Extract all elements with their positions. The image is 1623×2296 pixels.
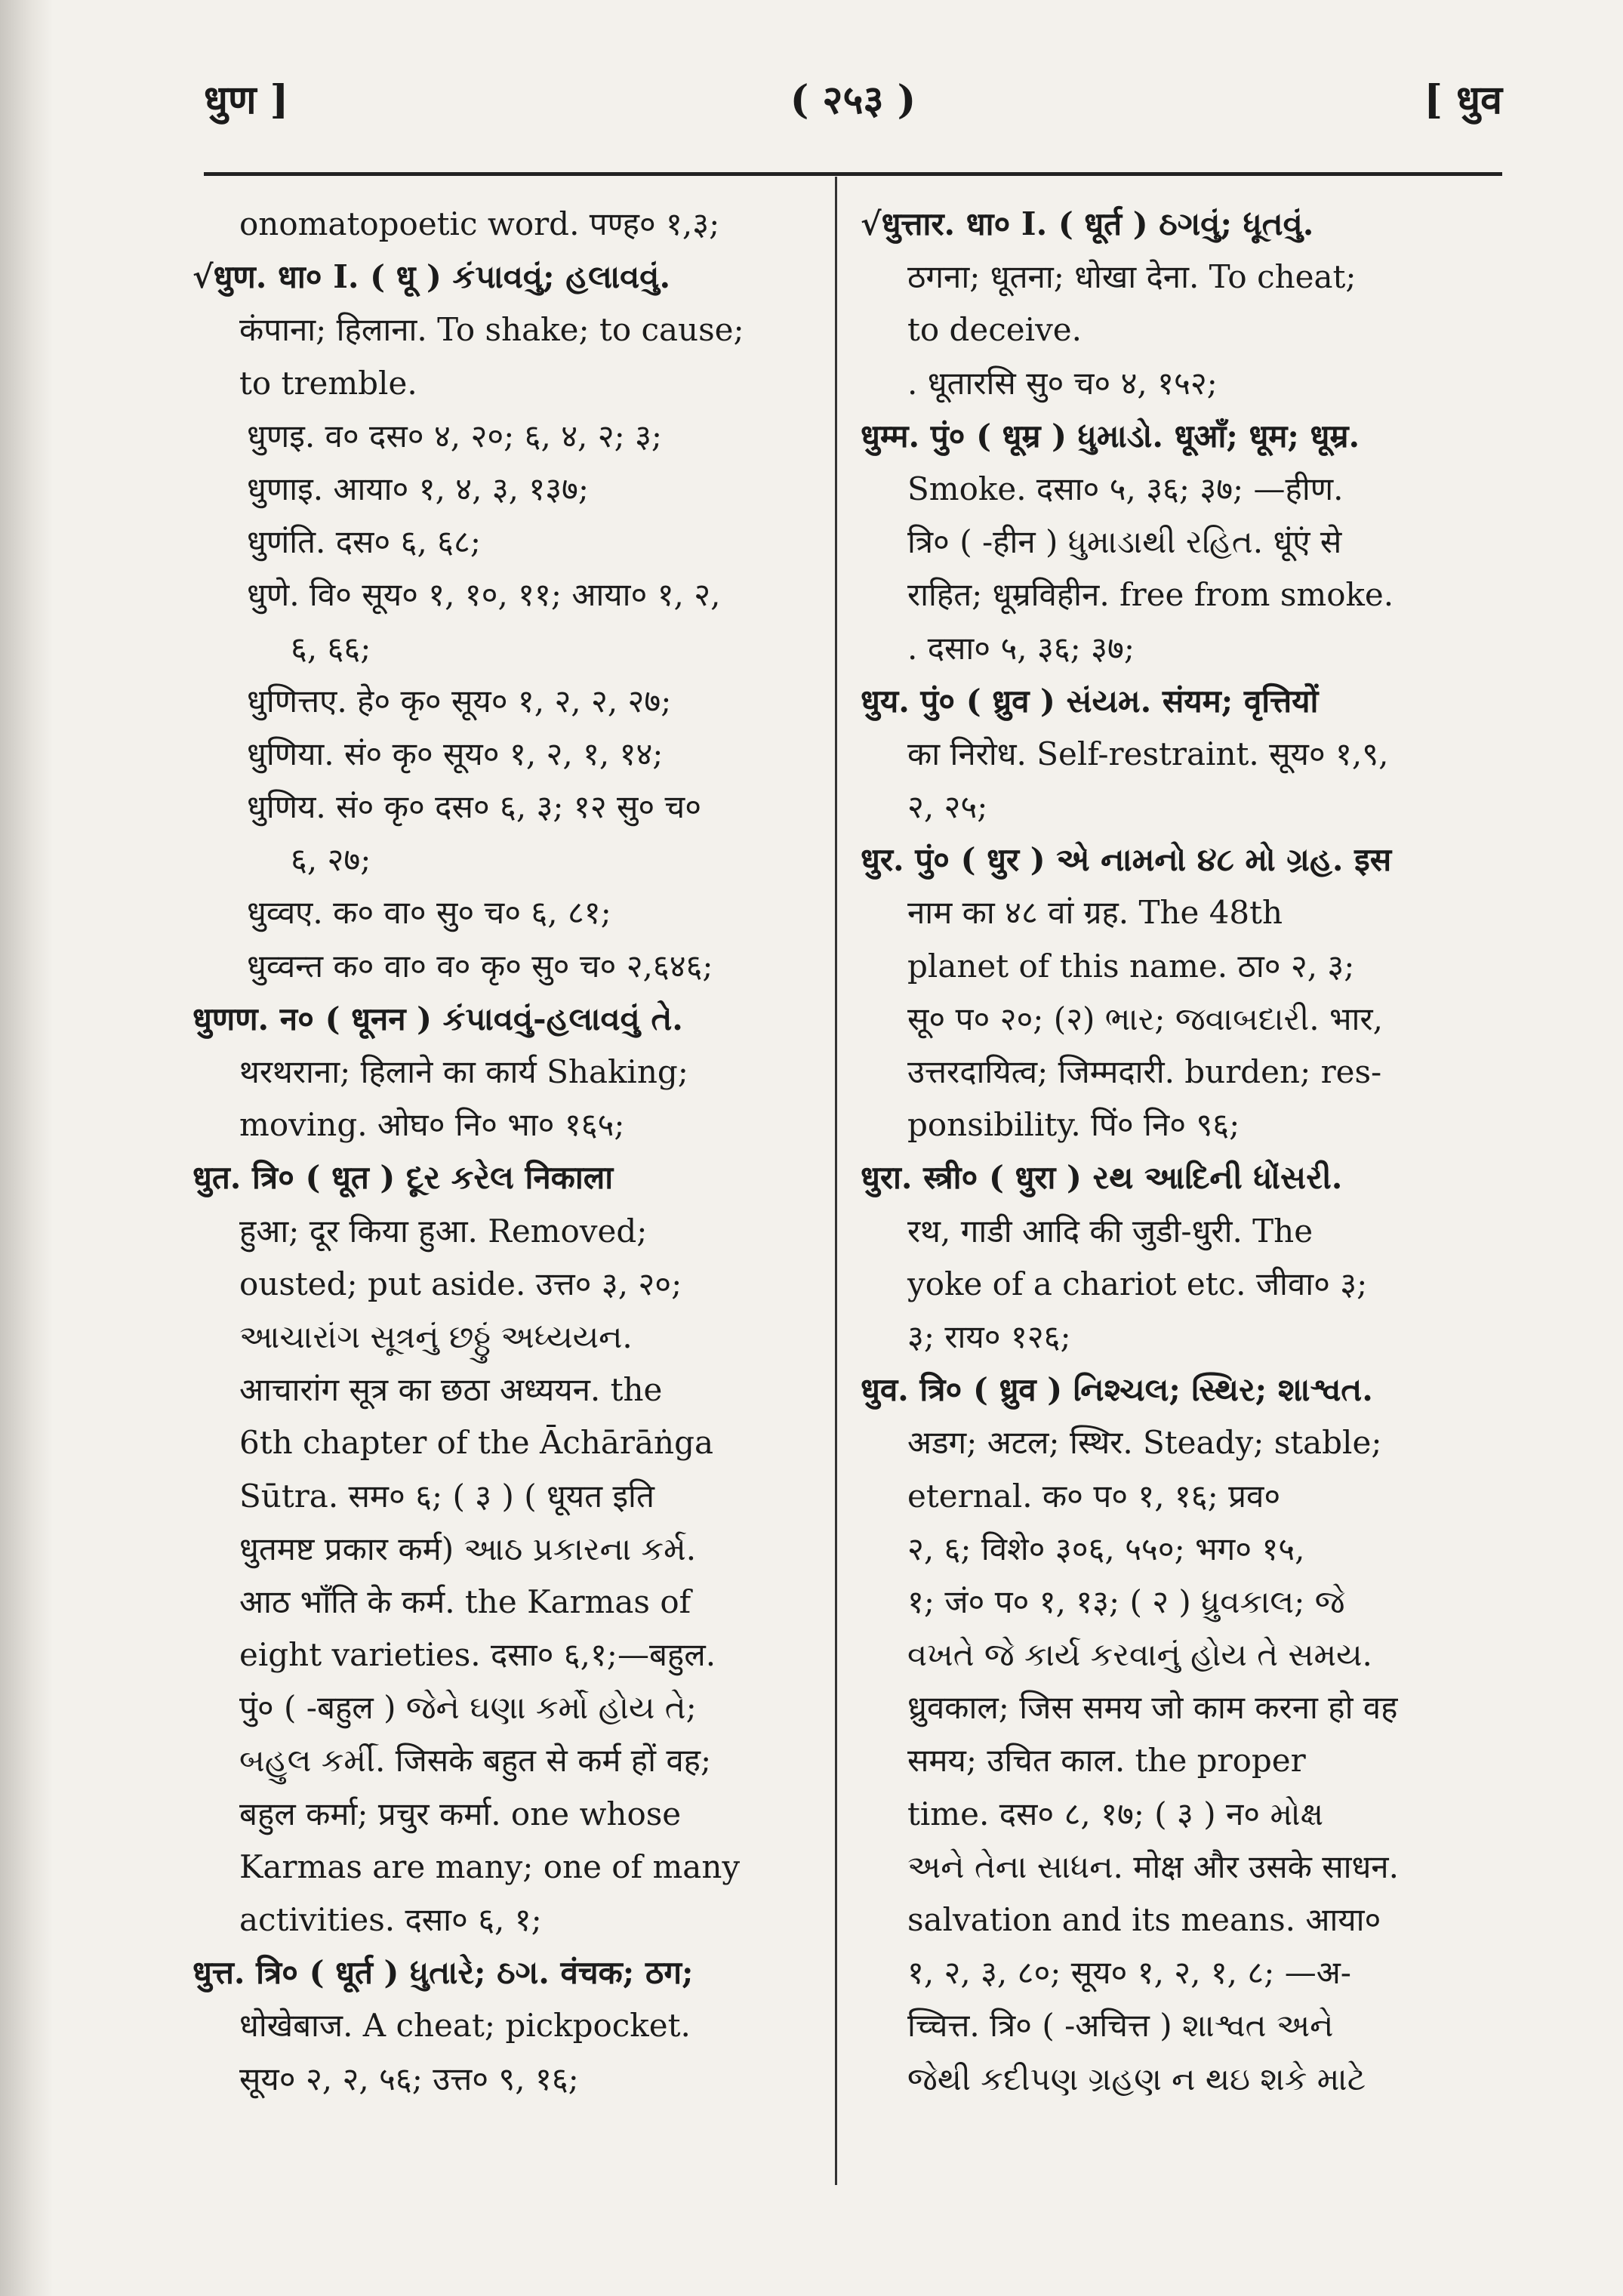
page-number: ( २५३ ) [790,77,916,123]
right-column-line: √धुत्तार. धा० I. ( धूर्त ) ઠગવું; ધૂતવું. [861,205,1314,242]
left-column-line: आठ भाँति के कर्म. the Karmas of [239,1583,691,1620]
left-column-line: 6th chapter of the Āchārāṅga [239,1424,714,1462]
right-column-line: १, २, ३, ८०; सूय० १, २, १, ८; —अ- [907,1954,1351,1992]
right-column-line: salvation and its means. आया० [907,1901,1381,1938]
right-column-line: . दसा० ५, ३६; ३७; [907,629,1135,667]
left-column-line: eight varieties. दसा० ६,१;—बहुल. [239,1636,716,1674]
left-column-line: √धुण. धा० I. ( धू ) કંપાવવું; હલાવવું. [192,258,671,296]
right-column-line: त्रि० ( -हीन ) ધુમાડાથી રહિત. धूंएं से [907,523,1342,561]
right-column-line: વખતે જે કાર્ય કરવાનું હોય તે સમય. [907,1636,1372,1674]
left-column-line: आचारांग सूत्र का छठा अध्ययन. the [239,1371,663,1409]
left-column-line: धुणंति. दस० ६, ६८; [247,523,481,561]
left-column-line: धुणे. वि० सूय० १, १०, ११; आया० १, २, [247,576,721,614]
right-column-line: उत्तरदायित्व; जिम्मदारी. burden; res- [907,1053,1382,1090]
right-column-line: १; जं० प० १, १३; ( २ ) ધ્રુવકાલ; જે [907,1583,1345,1620]
right-column-line: planet of this name. ठा० २, ३; [907,947,1355,985]
left-column-line: धुत्त. त्रि० ( धूर्त ) ધુતારે; ઠગ. वंचक; ठग; [192,1954,694,1992]
left-column-line: हुआ; दूर किया हुआ. Removed; [239,1212,648,1250]
left-column-line: धुणित्तए. हे० कृ० सूय० १, २, २, २७; [247,682,672,720]
page-header [204,72,1502,140]
left-column-line: ६, ६६; [291,629,371,667]
right-column-line: धुर. पुं० ( धुर ) એ નામનો ૪૮ મો ગ્રહ. इस [861,841,1392,879]
column-divider [835,177,837,2185]
right-column-line: જેથી કદીપણ ગ્રહણ ન થઇ શકે માટે [907,2060,1366,2097]
right-column-line: time. दस० ८, १७; ( ३ ) न० મોક્ષ [907,1795,1324,1832]
left-column-line: बहुल कर्मा; प्रचुर कर्मा. one whose [239,1795,682,1832]
header-rule [204,172,1502,176]
left-column-line: બહુલ કર્મી. जिसके बहुत से कर्म हों वह; [239,1742,712,1780]
left-column-line: Karmas are many; one of many [239,1848,741,1885]
right-column-line: धुय. पुं० ( ध्रुव ) સંયમ. संयम; वृत्तियों [861,682,1319,720]
header-left-guideword: धुण ] [204,77,289,123]
right-column-line: धुरा. स्त्री० ( धुरा ) રથ આદિની ધોંસરી. [861,1159,1343,1197]
right-column-line: राहित; धूम्रविहीन. free from smoke. [907,576,1394,614]
left-column-line: Sūtra. सम० ६; ( ३ ) ( धूयत इति [239,1477,654,1515]
left-column-line: activities. दसा० ६, १; [239,1901,542,1938]
left-column-line: कंपाना; हिलाना. To shake; to cause; [239,311,744,349]
right-column-line: અને તેના સાધન. मोक्ष और उसके साधन. [907,1848,1399,1885]
left-column-line: धुत. त्रि० ( धूत ) દૂર કરેલ निकाला [192,1159,614,1197]
left-column [192,198,800,2191]
left-column-line: ६, २७; [291,841,371,879]
left-column-line: onomatopoetic word. पण्ह० १,३; [239,205,720,242]
right-column-line: धुव. त्रि० ( ध्रुव ) નિશ્ચલ; સ્થિર; શાશ્વત. [861,1371,1373,1409]
left-column-line: આચારાંગ સૂત્રનું છઠ્ઠું અધ્યયન. [239,1318,633,1355]
right-column-line: ठगना; धूतना; धोखा देना. To cheat; [907,258,1357,296]
right-column-line: to deceive. [907,311,1082,349]
right-column-line: च्चित्त. त्रि० ( -अचित्त ) શાશ્વત અને [907,2007,1334,2045]
right-column-line: eternal. क० प० १, १६; प्रव० [907,1477,1281,1515]
left-column-line: धुणिया. सं० कृ० सूय० १, २, १, १४; [247,735,664,772]
right-column-line: . धूतारसि सु० च० ४, १५२; [907,364,1218,402]
left-column-line: moving. ओघ० नि० भा० १६५; [239,1106,625,1144]
left-column-line: धुव्वए. क० वा० सु० च० ६, ८१; [247,894,611,932]
right-column-line: २, २५; [907,788,988,826]
right-column-line: समय; उचित काल. the proper [907,1742,1306,1780]
left-column-line: थरथराना; हिलाने का कार्य Shaking; [239,1053,688,1090]
right-column-line: रथ, गाडी आदि की जुडी-धुरी. The [907,1212,1313,1250]
header-right-guideword: [ धुव [1424,77,1502,123]
left-column-line: धुणाइ. आया० १, ४, ३, १३७; [247,470,590,507]
left-column-line: धुणिय. सं० कृ० दस० ६, ३; १२ सु० च० [247,788,702,826]
left-column-line: धुणइ. व० दस० ४, २०; ६, ४, २; ३; [247,417,663,455]
right-column-line: yoke of a chariot etc. जीवा० ३; [907,1265,1368,1302]
left-column-line: ousted; put aside. उत्त० ३, २०; [239,1265,682,1302]
right-column-line: का निरोध. Self-restraint. सूय० १,९, [907,735,1389,772]
right-column-line: अडग; अटल; स्थिर. Steady; stable; [907,1424,1382,1462]
right-column [861,198,1468,2191]
left-column-line: धुतमष्ट प्रकार कर्म) આઠ પ્રકારના કર્મ. [239,1530,697,1567]
right-column-line: ponsibility. पिं० नि० ९६; [907,1106,1240,1144]
right-column-line: धुम्म. पुं० ( धूम्र ) ધુમાડો. धूआँ; धूम; धूम्र. [861,417,1360,455]
right-column-line: नाम का ४८ वां ग्रह. The 48th [907,894,1283,932]
left-column-line: धुव्वन्त क० वा० व० कृ० सु० च० २,६४६; [247,947,713,985]
right-column-line: सू० प० २०; (२) ભાર; જવાબદારી. भार, [907,1000,1383,1037]
left-column-line: पुं० ( -बहुल ) જેને ઘણા કર્મો હોય તે; [239,1689,697,1727]
right-column-line: ३; राय० १२६; [907,1318,1071,1355]
right-column-line: Smoke. दसा० ५, ३६; ३७; —हीण. [907,470,1344,507]
left-column-line: धुणण. न० ( धूनन ) કંપાવવું-હલાવવું તે. [192,1000,683,1037]
page-edge-shadow [0,0,53,2296]
left-column-line: to tremble. [239,364,417,402]
left-column-line: धोखेबाज. A cheat; pickpocket. [239,2007,691,2045]
right-column-line: २, ६; विशे० ३०६, ५५०; भग० १५, [907,1530,1305,1567]
right-column-line: ध्रुवकाल; जिस समय जो काम करना हो वह [907,1689,1398,1727]
left-column-line: सूय० २, २, ५६; उत्त० ९, १६; [239,2060,579,2097]
